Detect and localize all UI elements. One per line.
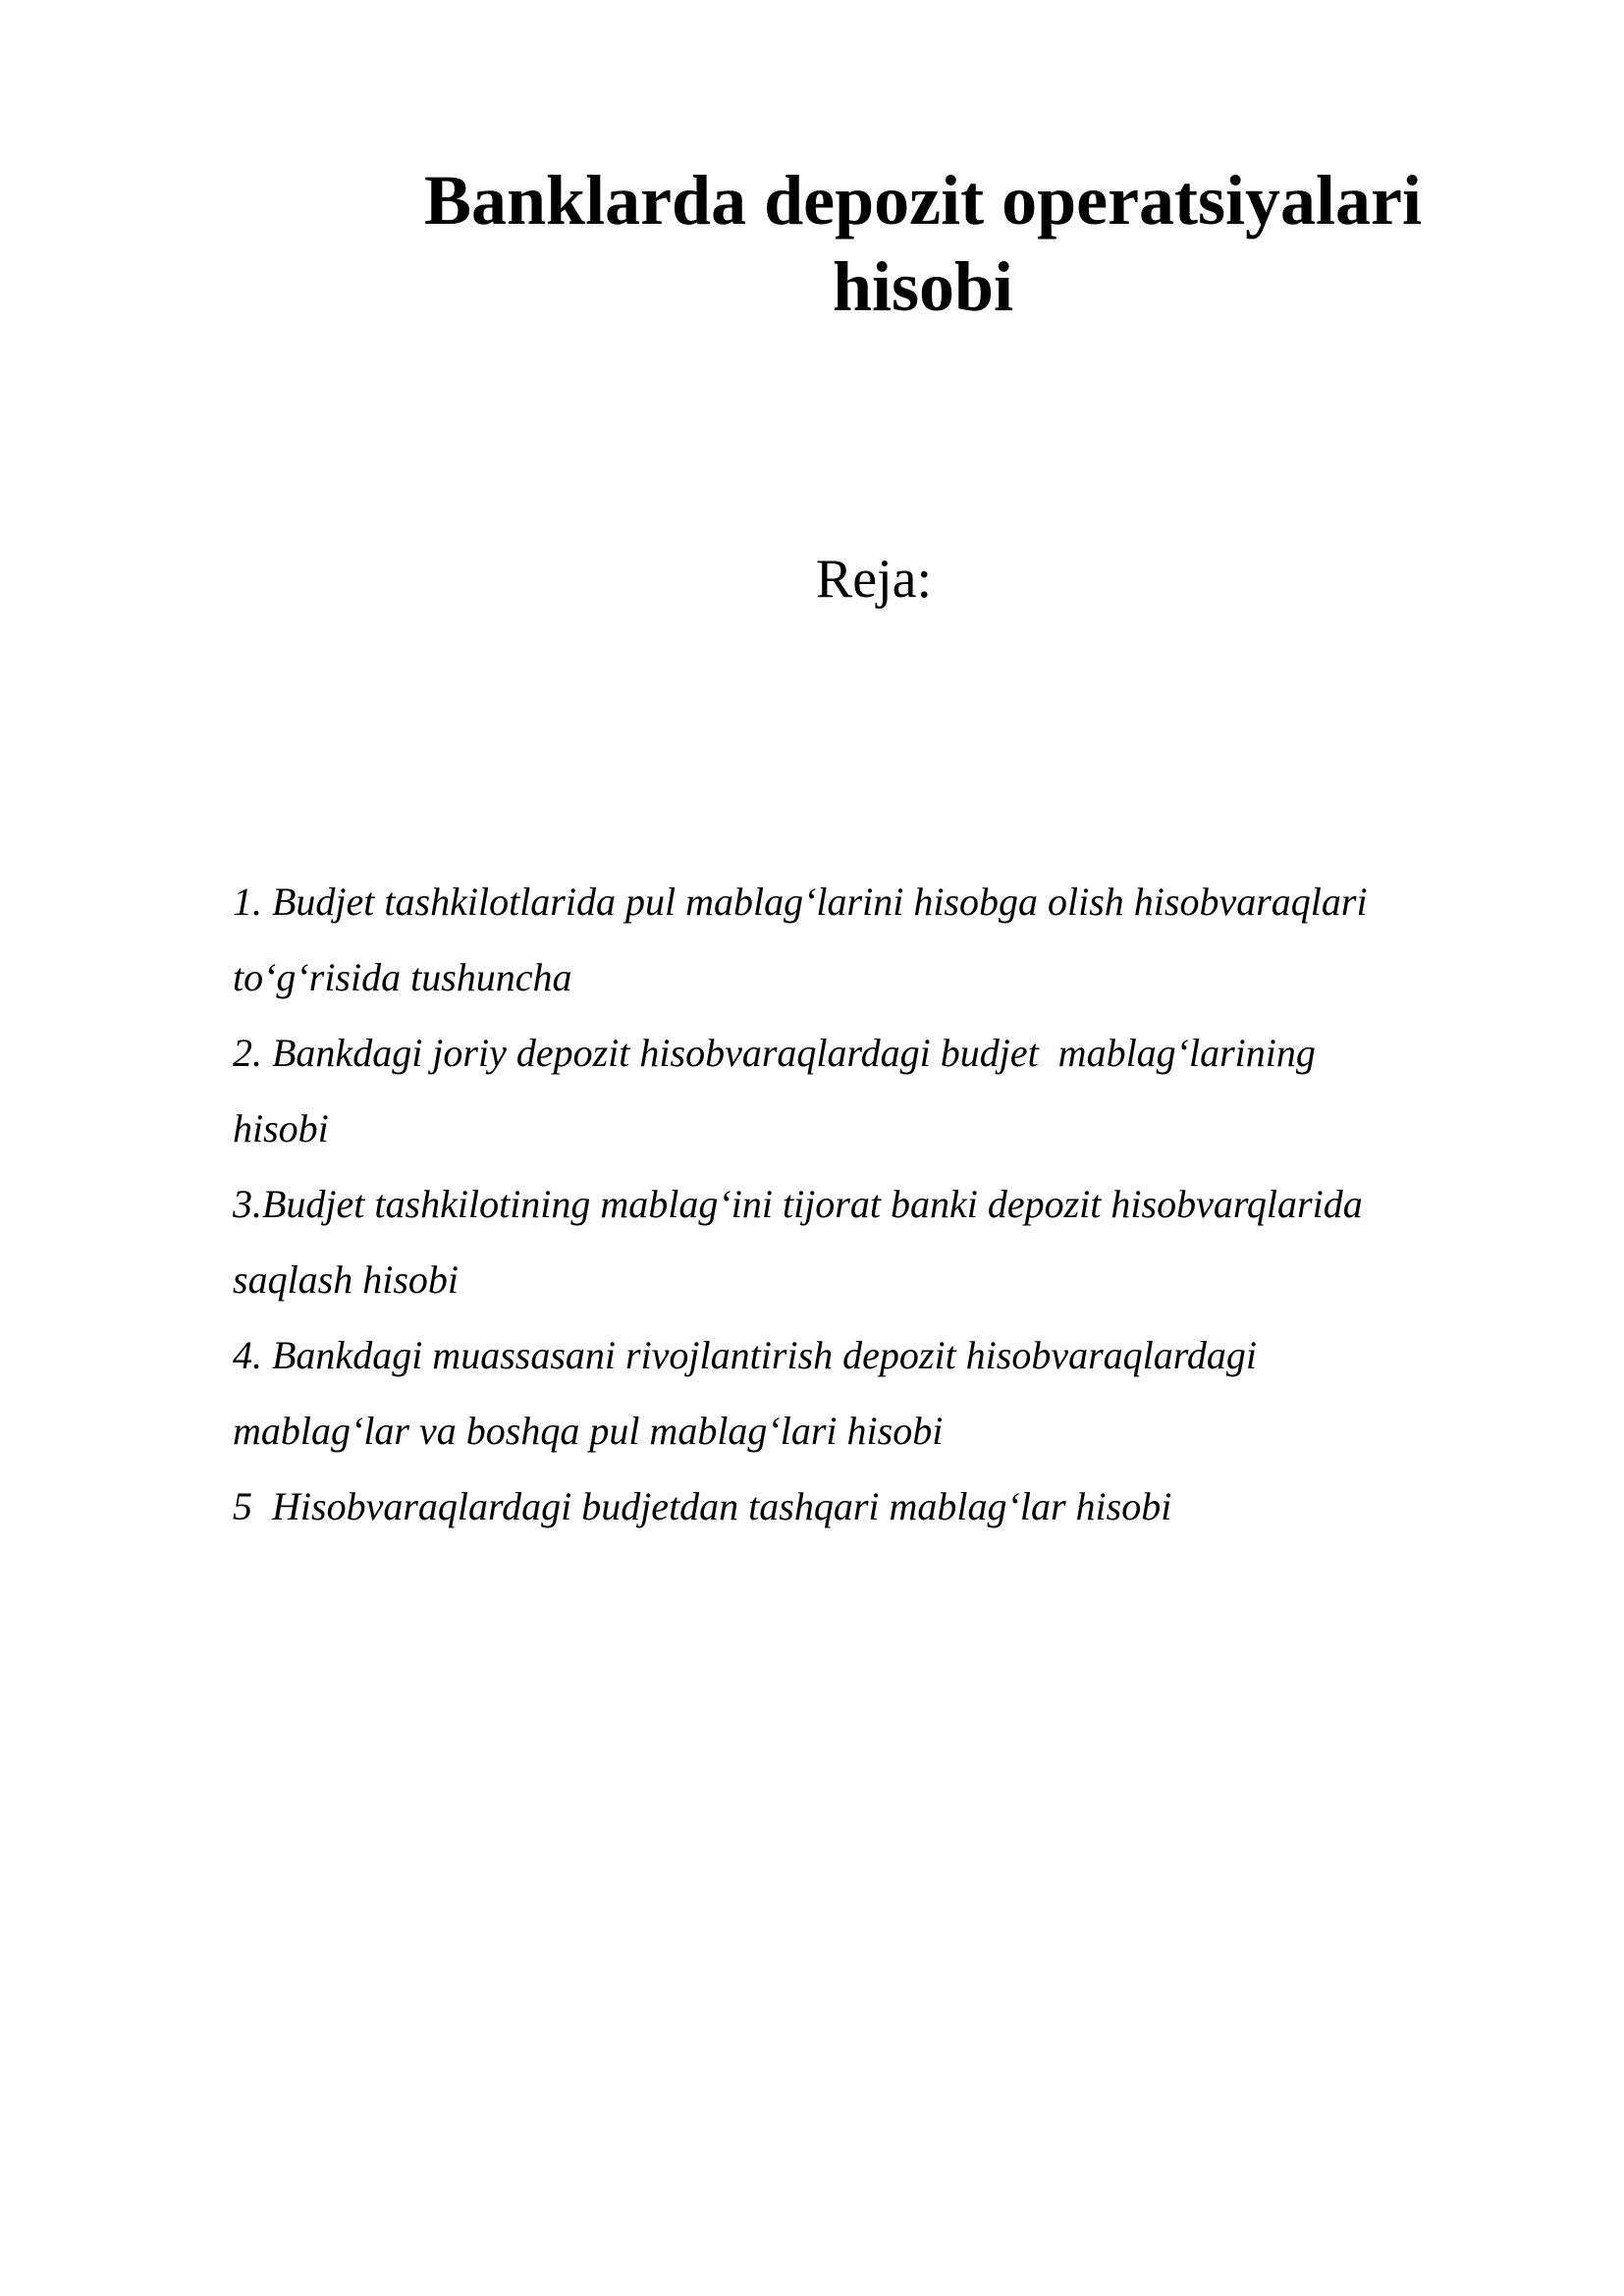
plan-item-2-line-1: 2. Bankdagi joriy depozit hisobvaraqlardagi budjet mablag‘larining	[233, 1031, 1316, 1075]
plan-item-3-line-1: 3.Budjet tashkilotining mablag‘ini tijorat banki depozit hisobvarqlarida	[233, 1182, 1363, 1226]
plan-list	[233, 864, 1529, 1544]
plan-item-1-line-1: 1. Budjet tashkilotlarida pul mablag‘larini hisobga olish hisobvaraqlari	[233, 880, 1368, 924]
title-line-1: Banklarda depozit operatsiyalari	[423, 161, 1422, 240]
plan-item-4-line-1: 4. Bankdagi muassasani rivojlantirish depozit hisobvaraqlardagi	[233, 1333, 1257, 1377]
plan-item-5-line-1: 5 Hisobvaraqlardagi budjetdan tashqari mablag‘lar hisobi	[233, 1484, 1172, 1528]
plan-item-1-line-2: to‘g‘risida tushuncha	[233, 955, 572, 999]
plan-item-4-line-2: mablag‘lar va boshqa pul mablag‘lari hisobi	[233, 1409, 944, 1453]
document-title	[314, 157, 1532, 330]
title-line-2: hisobi	[832, 247, 1014, 326]
plan-item-3-line-2: saqlash hisobi	[233, 1257, 460, 1302]
plan-heading: Reja:	[815, 549, 933, 610]
plan-item-2-line-2: hisobi	[233, 1106, 329, 1150]
